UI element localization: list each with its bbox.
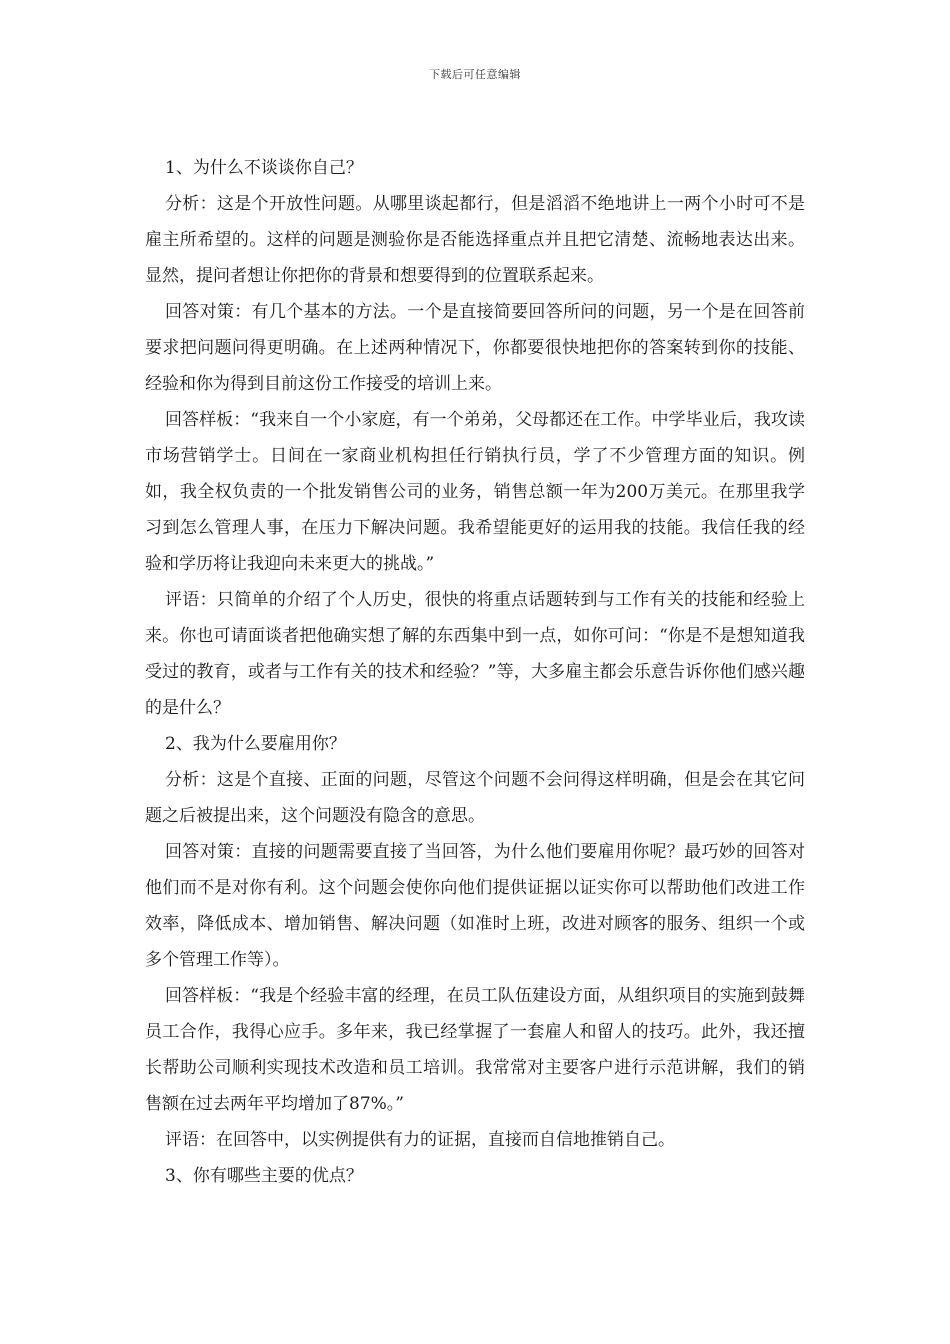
question-heading-2: 2、我为什么要雇用你？: [165, 734, 346, 754]
document-body: [145, 150, 805, 1194]
analysis-paragraph-2: 分析：这是个直接、正面的问题，尽管这个问题不会问得这样明确，但是会在其它问题之后被提出来，这个问题没有隐含的意思。: [145, 770, 805, 826]
sample-answer-paragraph-2: 回答样板：“我是个经验丰富的经理，在员工队伍建设方面，从组织项目的实施到鼓舞员工合作，我得心应手。多年来，我已经掌握了一套雇人和留人的技巧。此外，我还擅长帮助公司顺利实现技术改造和员工培训。我常常对主要客户进行示范讲解，我们的销售额在过去两年平均增加了87%。”: [145, 986, 805, 1114]
sample-answer-paragraph-1: 回答样板：“我来自一个小家庭，有一个弟弟，父母都还在工作。中学毕业后，我攻读市场营销学士。日间在一家商业机构担任行销执行员，学了不少管理方面的知识。例如，我全权负责的一个批发销售公司的业务，销售总额一年为200万美元。在那里我学习到怎么管理人事，在压力下解决问题。我希望能更好的运用我的技能。我信任我的经验和学历将让我迎向未来更大的挑战。”: [145, 410, 805, 574]
comment-paragraph-1: 评语：只简单的介绍了个人历史，很快的将重点话题转到与工作有关的技能和经验上来。你也可请面谈者把他确实想了解的东西集中到一点，如你可问：“你是不是想知道我受过的教育，或者与工作有关的技术和经验？”等，大多雇主都会乐意告诉你他们感兴趣的是什么？: [145, 590, 805, 718]
page-header: 下载后可任意编辑: [429, 68, 521, 81]
strategy-paragraph-2: 回答对策：直接的问题需要直接了当回答，为什么他们要雇用你呢？最巧妙的回答对他们而不是对你有利。这个问题会使你向他们提供证据以证实你可以帮助他们改进工作效率，降低成本、增加销售、解决问题（如准时上班，改进对顾客的服务、组织一个或多个管理工作等）。: [145, 842, 805, 970]
analysis-paragraph-1: 分析：这是个开放性问题。从哪里谈起都行，但是滔滔不绝地讲上一两个小时可不是雇主所希望的。这样的问题是测验你是否能选择重点并且把它清楚、流畅地表达出来。显然，提问者想让你把你的背景和想要得到的位置联系起来。: [145, 194, 805, 286]
comment-paragraph-2: 评语：在回答中，以实例提供有力的证据，直接而自信地推销自己。: [165, 1130, 675, 1150]
question-heading-1: 1、为什么不谈谈你自己？: [165, 158, 363, 178]
strategy-paragraph-1: 回答对策：有几个基本的方法。一个是直接简要回答所问的问题，另一个是在回答前要求把问题问得更明确。在上述两种情况下，你都要很快地把你的答案转到你的技能、经验和你为得到目前这份工作接受的培训上来。: [145, 302, 805, 394]
question-heading-3: 3、你有哪些主要的优点？: [165, 1166, 363, 1186]
